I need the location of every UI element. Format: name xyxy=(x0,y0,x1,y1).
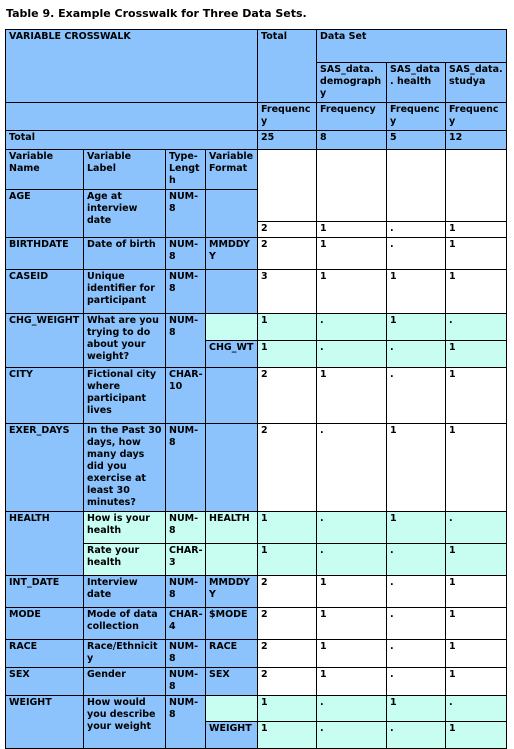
type-length: NUM-8 xyxy=(166,424,206,512)
frequency-demography: 1 xyxy=(317,576,387,608)
empty-cell xyxy=(258,150,317,222)
variable-name: EXER_DAYS xyxy=(6,424,84,512)
variable-format xyxy=(206,424,258,512)
frequency-studya: 1 xyxy=(446,576,507,608)
frequency-health: . xyxy=(387,576,446,608)
variable-label: Gender xyxy=(84,668,166,696)
frequency-studya: 1 xyxy=(446,222,507,238)
variable-label: Rate your health xyxy=(84,544,166,576)
total-value: 12 xyxy=(446,131,507,150)
dataset-header-demography: SAS_data. demography xyxy=(317,63,387,103)
variable-format xyxy=(206,696,258,722)
frequency-demography: . xyxy=(317,424,387,512)
frequency-demography: 1 xyxy=(317,668,387,696)
column-header-type-length: Type-Length xyxy=(166,150,206,190)
type-length: CHAR-4 xyxy=(166,608,206,640)
frequency-total: 1 xyxy=(258,544,317,576)
total-value: 8 xyxy=(317,131,387,150)
frequency-studya: 1 xyxy=(446,668,507,696)
frequency-studya: 1 xyxy=(446,544,507,576)
frequency-demography: . xyxy=(317,722,387,749)
variable-format xyxy=(206,314,258,341)
variable-name: AGE xyxy=(6,190,84,238)
frequency-health: . xyxy=(387,238,446,270)
variable-format xyxy=(206,368,258,424)
type-length: NUM-8 xyxy=(166,190,206,238)
type-length: NUM-8 xyxy=(166,696,206,749)
empty-cell xyxy=(446,150,507,222)
variable-label: Age at interview date xyxy=(84,190,166,238)
total-value: 25 xyxy=(258,131,317,150)
variable-format: WEIGHT xyxy=(206,722,258,749)
variable-label: Date of birth xyxy=(84,238,166,270)
frequency-studya: 1 xyxy=(446,424,507,512)
variable-label: Fictional city where participant lives xyxy=(84,368,166,424)
frequency-demography: . xyxy=(317,696,387,722)
type-length: NUM-8 xyxy=(166,576,206,608)
frequency-demography: 1 xyxy=(317,640,387,668)
frequency-health: . xyxy=(387,640,446,668)
frequency-studya: 1 xyxy=(446,341,507,368)
frequency-demography: . xyxy=(317,544,387,576)
variable-format: $MODE xyxy=(206,608,258,640)
frequency-demography: . xyxy=(317,314,387,341)
frequency-demography: 1 xyxy=(317,608,387,640)
frequency-total: 3 xyxy=(258,270,317,314)
type-length: CHAR-3 xyxy=(166,544,206,576)
variable-format: CHG_WT xyxy=(206,341,258,368)
frequency-studya: 1 xyxy=(446,270,507,314)
frequency-health: 1 xyxy=(387,512,446,544)
table-caption: Table 9. Example Crosswalk for Three Data Sets. xyxy=(6,7,307,20)
frequency-total: 1 xyxy=(258,341,317,368)
frequency-health: . xyxy=(387,222,446,238)
frequency-total: 1 xyxy=(258,512,317,544)
frequency-label: Frequency xyxy=(258,103,317,131)
type-length: NUM-8 xyxy=(166,238,206,270)
frequency-studya: 1 xyxy=(446,608,507,640)
frequency-health: . xyxy=(387,368,446,424)
frequency-health: . xyxy=(387,722,446,749)
variable-name: CHG_WEIGHT xyxy=(6,314,84,368)
type-length: CHAR-10 xyxy=(166,368,206,424)
variable-label: Interview date xyxy=(84,576,166,608)
type-length: NUM-8 xyxy=(166,314,206,368)
column-header-variable-label: Variable Label xyxy=(84,150,166,190)
frequency-health: . xyxy=(387,341,446,368)
variable-name: CITY xyxy=(6,368,84,424)
frequency-label: Frequency xyxy=(387,103,446,131)
frequency-label: Frequency xyxy=(317,103,387,131)
type-length: NUM-8 xyxy=(166,640,206,668)
frequency-total: 2 xyxy=(258,222,317,238)
frequency-spacer xyxy=(6,103,258,131)
variable-format xyxy=(206,190,258,238)
frequency-health: 1 xyxy=(387,270,446,314)
frequency-studya: 1 xyxy=(446,368,507,424)
variable-label: What are you trying to do about your weight? xyxy=(84,314,166,368)
column-header-variable-format: Variable Format xyxy=(206,150,258,190)
variable-label: Race/Ethnicity xyxy=(84,640,166,668)
frequency-total: 2 xyxy=(258,368,317,424)
variable-label: Mode of data collection xyxy=(84,608,166,640)
variable-crosswalk-header: VARIABLE CROSSWALK xyxy=(6,30,258,103)
variable-label: How would you describe your weight xyxy=(84,696,166,749)
empty-cell xyxy=(387,150,446,222)
frequency-demography: 1 xyxy=(317,270,387,314)
variable-name: MODE xyxy=(6,608,84,640)
frequency-total: 2 xyxy=(258,424,317,512)
frequency-studya: . xyxy=(446,696,507,722)
frequency-total: 2 xyxy=(258,238,317,270)
variable-name: INT_DATE xyxy=(6,576,84,608)
variable-format: MMDDYY xyxy=(206,238,258,270)
frequency-total: 2 xyxy=(258,576,317,608)
variable-name: CASEID xyxy=(6,270,84,314)
frequency-studya: . xyxy=(446,512,507,544)
frequency-health: 1 xyxy=(387,314,446,341)
frequency-total: 2 xyxy=(258,608,317,640)
variable-name: RACE xyxy=(6,640,84,668)
variable-format xyxy=(206,544,258,576)
total-row-label: Total xyxy=(6,131,258,150)
frequency-health: . xyxy=(387,608,446,640)
variable-format: MMDDYY xyxy=(206,576,258,608)
variable-format: SEX xyxy=(206,668,258,696)
frequency-total: 1 xyxy=(258,696,317,722)
variable-format: HEALTH xyxy=(206,512,258,544)
type-length: NUM-8 xyxy=(166,668,206,696)
variable-name: WEIGHT xyxy=(6,696,84,749)
frequency-demography: . xyxy=(317,341,387,368)
frequency-studya: 1 xyxy=(446,640,507,668)
total-column-header: Total xyxy=(258,30,317,103)
frequency-total: 1 xyxy=(258,314,317,341)
dataset-header-health: SAS_data. health xyxy=(387,63,446,103)
empty-cell xyxy=(317,150,387,222)
column-header-variable-name: Variable Name xyxy=(6,150,84,190)
frequency-demography: 1 xyxy=(317,238,387,270)
variable-label: Unique identifier for participant xyxy=(84,270,166,314)
frequency-studya: . xyxy=(446,314,507,341)
type-length: NUM-8 xyxy=(166,270,206,314)
frequency-health: 1 xyxy=(387,424,446,512)
frequency-studya: 1 xyxy=(446,238,507,270)
frequency-health: . xyxy=(387,544,446,576)
frequency-total: 2 xyxy=(258,640,317,668)
variable-name: HEALTH xyxy=(6,512,84,576)
type-length: NUM-8 xyxy=(166,512,206,544)
dataset-header-studya: SAS_data. studya xyxy=(446,63,507,103)
total-value: 5 xyxy=(387,131,446,150)
variable-name: BIRTHDATE xyxy=(6,238,84,270)
frequency-demography: 1 xyxy=(317,222,387,238)
frequency-demography: 1 xyxy=(317,368,387,424)
frequency-health: . xyxy=(387,668,446,696)
frequency-health: 1 xyxy=(387,696,446,722)
variable-label: In the Past 30 days, how many days did you exercise at least 30 minutes? xyxy=(84,424,166,512)
variable-label: How is your health xyxy=(84,512,166,544)
frequency-label: Frequency xyxy=(446,103,507,131)
variable-format xyxy=(206,270,258,314)
data-set-header: Data Set xyxy=(317,30,507,63)
frequency-total: 2 xyxy=(258,668,317,696)
frequency-studya: 1 xyxy=(446,722,507,749)
crosswalk-table xyxy=(5,29,507,749)
frequency-demography: . xyxy=(317,512,387,544)
variable-name: SEX xyxy=(6,668,84,696)
frequency-total: 1 xyxy=(258,722,317,749)
variable-format: RACE xyxy=(206,640,258,668)
